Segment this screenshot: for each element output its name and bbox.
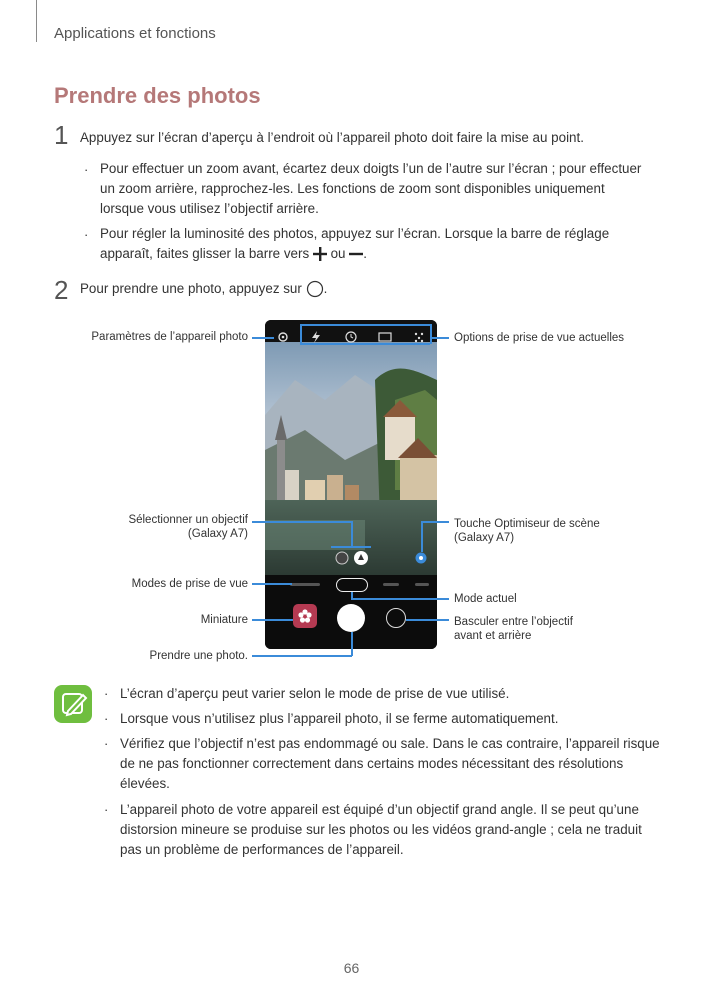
- step-1-number: 1: [54, 120, 69, 150]
- bullet-dot: ·: [104, 736, 109, 751]
- callout-line: [351, 521, 353, 547]
- callout-line: [406, 619, 449, 621]
- page-title: Prendre des photos: [54, 83, 261, 108]
- flash-icon[interactable]: [311, 331, 321, 343]
- bullet-dot: ·: [104, 686, 109, 701]
- bullet-brightness: Pour régler la luminosité des photos, appuyez sur l’écran. Lorsque la barre de réglage apparaît, faites glisser la barre vers ou .: [100, 226, 610, 261]
- callout-current-mode: Mode actuel: [454, 593, 517, 605]
- flower-icon: [293, 604, 317, 628]
- note-box: [54, 685, 92, 723]
- callout-line: [431, 337, 449, 339]
- section-header: Applications et fonctions: [54, 25, 216, 42]
- lens-normal-icon[interactable]: [353, 550, 369, 566]
- effects-icon[interactable]: [413, 331, 425, 343]
- callout-modes: Modes de prise de vue: [131, 578, 248, 590]
- header-rule: [36, 0, 37, 42]
- callout-line: [331, 546, 371, 548]
- timer-icon[interactable]: [344, 330, 358, 344]
- callout-line: [300, 343, 430, 345]
- callout-line: [252, 337, 274, 339]
- note-1: L’écran d’aperçu peut varier selon le mode de prise de vue utilisé.: [120, 686, 510, 701]
- callout-line: [252, 619, 293, 621]
- callout-line: [252, 655, 352, 657]
- callout-line: [421, 521, 449, 523]
- scene-optimizer-icon[interactable]: [415, 552, 427, 564]
- note-3: Vérifiez que l’objectif n’est pas endommagé ou sale. Dans le cas contraire, l’appareil risque de ne pas fonctionner correctement dans certains modes nécessitant des résolutions élevées.: [120, 736, 660, 791]
- step-1-text: Appuyez sur l’écran d’aperçu à l’endroit où l’appareil photo doit faire la mise au point.: [80, 130, 584, 145]
- bullet-dot: ·: [84, 162, 89, 177]
- callout-line: [252, 583, 292, 585]
- camera-preview-screenshot[interactable]: [265, 320, 437, 649]
- settings-gear-icon[interactable]: [277, 331, 289, 343]
- plus-icon: [313, 247, 327, 261]
- thumbnail-button[interactable]: [293, 604, 317, 628]
- page-number: 66: [343, 960, 360, 976]
- callout-line: [430, 324, 432, 344]
- step-2-number: 2: [54, 275, 69, 305]
- callout-line: [421, 521, 423, 552]
- current-mode-pill[interactable]: [336, 578, 368, 592]
- shutter-button[interactable]: [337, 604, 365, 632]
- minus-icon: [349, 247, 363, 261]
- callout-line: [351, 632, 353, 656]
- ratio-icon[interactable]: [378, 331, 392, 343]
- callout-line: [351, 598, 449, 600]
- shutter-icon: [306, 280, 324, 298]
- bullet-zoom: Pour effectuer un zoom avant, écartez deux doigts l’un de l’autre sur l’écran ; pour effectuer un zoom arrière, rapprochez-les. Les fonctions de zoom sont disponibles uniquement lorsque vous utilisez l’objectif arrière.: [100, 161, 642, 216]
- callout-line: [300, 324, 302, 344]
- lens-wide-icon[interactable]: [335, 551, 349, 565]
- step-2-text: Pour prendre une photo, appuyez sur .: [80, 279, 327, 299]
- note-2: Lorsque vous n’utilisez plus l’appareil photo, il se ferme automatiquement.: [120, 711, 559, 726]
- flip-camera-icon[interactable]: [386, 608, 406, 628]
- callout-line: [300, 324, 430, 326]
- callout-line: [252, 521, 352, 523]
- bullet-dot: ·: [104, 711, 109, 726]
- bullet-dot: ·: [84, 227, 89, 242]
- bullet-dot: ·: [104, 802, 109, 817]
- callout-options: Options de prise de vue actuelles: [454, 332, 625, 344]
- callout-settings: Paramètres de l’appareil photo: [91, 331, 248, 343]
- note-4: L’appareil photo de votre appareil est équipé d’un objectif grand angle. Il se peut qu’une distorsion mineure se produise sur les photos ou les vidéos grand-angle ; cela ne traduit pas un problème de performances de l’appareil.: [120, 802, 642, 857]
- pencil-note-icon: [54, 685, 92, 723]
- callout-scene-optimizer: Touche Optimiseur de scène (Galaxy A7): [454, 518, 600, 544]
- callout-switch-lens: Basculer entre l’objectif avant et arrière: [454, 616, 573, 642]
- callout-thumbnail: Miniature: [200, 614, 248, 626]
- callout-take-photo: Prendre une photo.: [149, 650, 248, 662]
- callout-lens: Sélectionner un objectif (Galaxy A7): [128, 514, 248, 540]
